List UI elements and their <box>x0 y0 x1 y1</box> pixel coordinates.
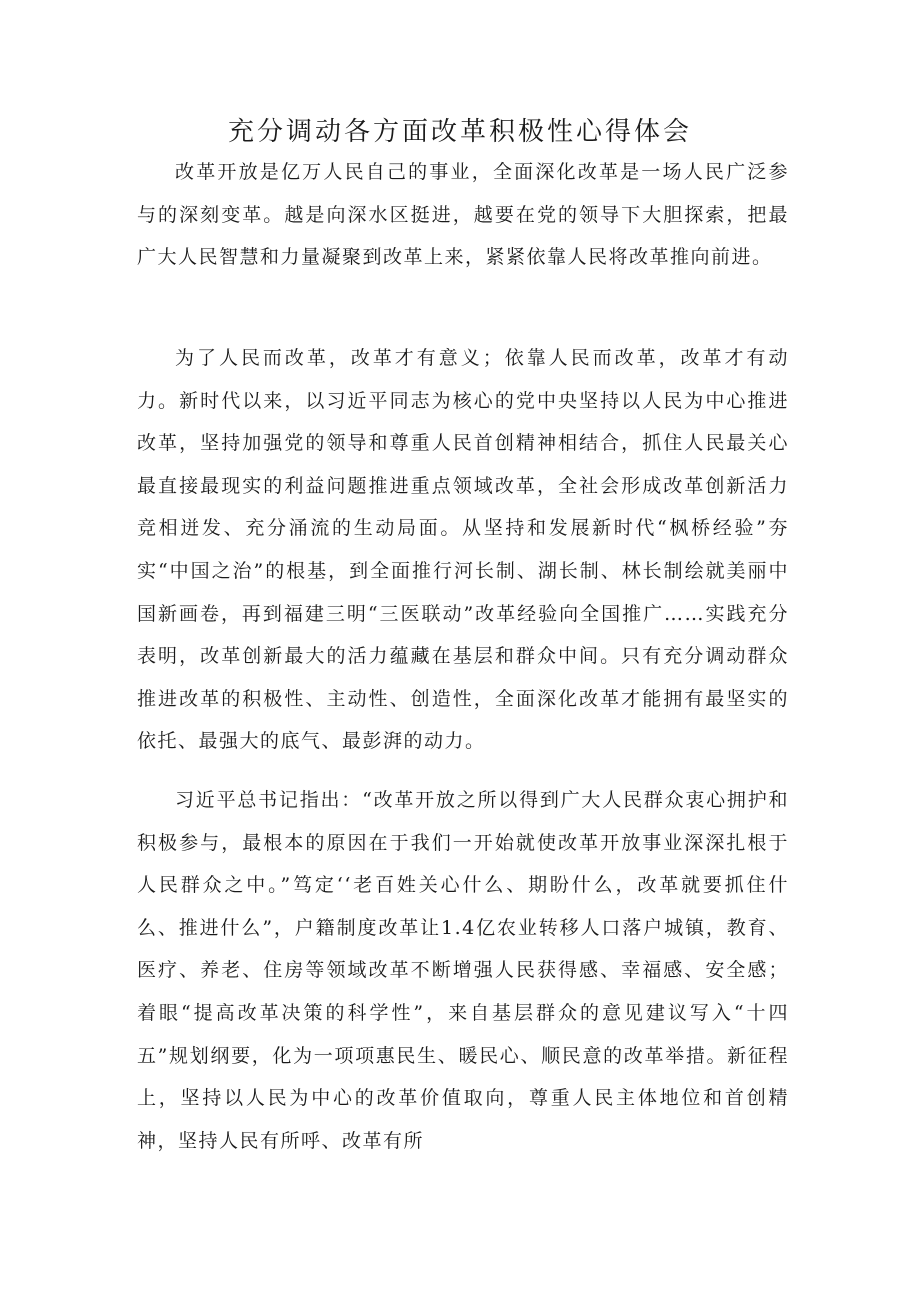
paragraph-1: 改革开放是亿万人民自己的事业，全面深化改革是一场人民广泛参与的深刻变革。越是向深水区挺进，越要在党的领导下大胆探索，把最广大人民智慧和力量凝聚到改革上来，紧紧依靠人民将改革推向前进。 <box>137 161 789 269</box>
paragraph-3: 习近平总书记指出：“改革开放之所以得到广大人民群众衷心拥护和积极参与，最根本的原因在于我们一开始就使改革开放事业深深扎根于人民群众之中。”笃定‘‘老百姓关心什么、期盼什么，改革就要抓住什么、推进什么”，户籍制度改革让1.4亿农业转移人口落户城镇，教育、医疗、养老、住房等领域改革不断增强人民获得感、幸福感、安全感；着眼“提高改革决策的科学性”，来自基层群众的意见建议写入“十四五”规划纲要，化为一项项惠民生、暖民心、顺民意的改革举措。新征程上，坚持以人民为中心的改革价值取向，尊重人民主体地位和首创精神，坚持人民有所呼、改革有所 <box>137 789 789 1152</box>
document-title: 充分调动各方面改革积极性心得体会 <box>227 117 692 147</box>
paragraph-2: 为了人民而改革，改革才有意义；依靠人民而改革，改革才有动力。新时代以来，以习近平同志为核心的党中央坚持以人民为中心推进改革，坚持加强党的领导和尊重人民首创精神相结合，抓住人民最关心最直接最现实的利益问题推进重点领域改革，全社会形成改革创新活力竞相迸发、充分涌流的生动局面。从坚持和发展新时代“枫桥经验”夯实“中国之治”的根基，到全面推行河长制、湖长制、林长制绘就美丽中国新画卷，再到福建三明“三医联动”改革经验向全国推广……实践充分表明，改革创新最大的活力蕴藏在基层和群众中间。只有充分调动群众推进改革的积极性、主动性、创造性，全面深化改革才能拥有最坚实的依托、最强大的底气、最彭湃的动力。 <box>137 347 789 753</box>
